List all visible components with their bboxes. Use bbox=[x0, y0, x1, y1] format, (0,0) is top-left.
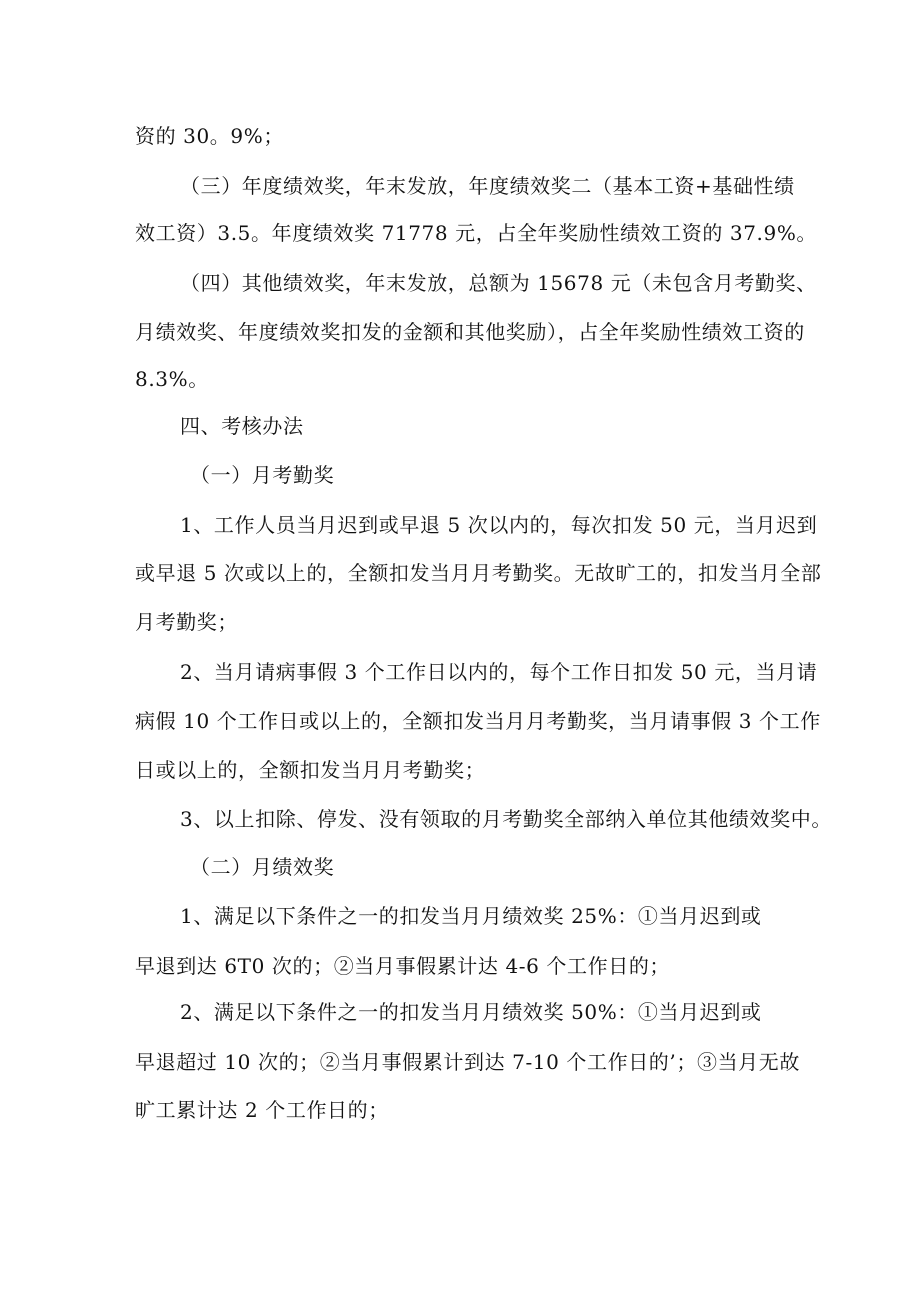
text-line: 或早退 5 次或以上的，全额扣发当月月考勤奖。无故旷工的，扣发当月全部 bbox=[135, 561, 822, 585]
text-line: 3、以上扣除、停发、没有领取的月考勤奖全部纳入单位其他绩效奖中。 bbox=[180, 807, 832, 831]
text-line: 2、满足以下条件之一的扣发当月月绩效奖 50%：①当月迟到或 bbox=[180, 1000, 762, 1024]
text-line: 资的 30。9%； bbox=[135, 124, 284, 148]
subsection-heading: （二）月绩效奖 bbox=[190, 855, 335, 879]
text-line: 效工资）3.5。年度绩效奖 71778 元，占全年奖励性绩效工资的 37.9%。 bbox=[135, 221, 818, 245]
text-line: 1、工作人员当月迟到或早退 5 次以内的，每次扣发 50 元，当月迟到 bbox=[180, 513, 818, 537]
text-line: 2、当月请病事假 3 个工作日以内的，每个工作日扣发 50 元，当月请 bbox=[180, 660, 818, 684]
text-line: 日或以上的，全额扣发当月月考勤奖； bbox=[135, 758, 486, 782]
text-line: 1、满足以下条件之一的扣发当月月绩效奖 25%：①当月迟到或 bbox=[180, 904, 762, 928]
text-line: 早退超过 10 次的；②当月事假累计到达 7-10 个工作日的’；③当月无故 bbox=[135, 1050, 800, 1074]
subsection-heading: （一）月考勤奖 bbox=[190, 463, 335, 487]
section-heading: 四、考核办法 bbox=[180, 414, 304, 438]
text-line: 旷工累计达 2 个工作日的； bbox=[135, 1098, 389, 1122]
text-line: 月考勤奖； bbox=[135, 610, 238, 634]
text-line: （四）其他绩效奖，年末发放，总额为 15678 元（未包含月考勤奖、 bbox=[180, 271, 817, 295]
text-line: 病假 10 个工作日或以上的，全额扣发当月月考勤奖，当月请事假 3 个工作 bbox=[135, 709, 821, 733]
text-line: （三）年度绩效奖，年末发放，年度绩效奖二（基本工资+基础性绩 bbox=[180, 174, 795, 198]
text-line: 8.3%。 bbox=[135, 367, 209, 391]
text-line: 早退到达 6T0 次的；②当月事假累计达 4-6 个工作日的； bbox=[135, 954, 671, 978]
text-line: 月绩效奖、年度绩效奖扣发的金额和其他奖励），占全年奖励性绩效工资的 bbox=[135, 320, 805, 344]
